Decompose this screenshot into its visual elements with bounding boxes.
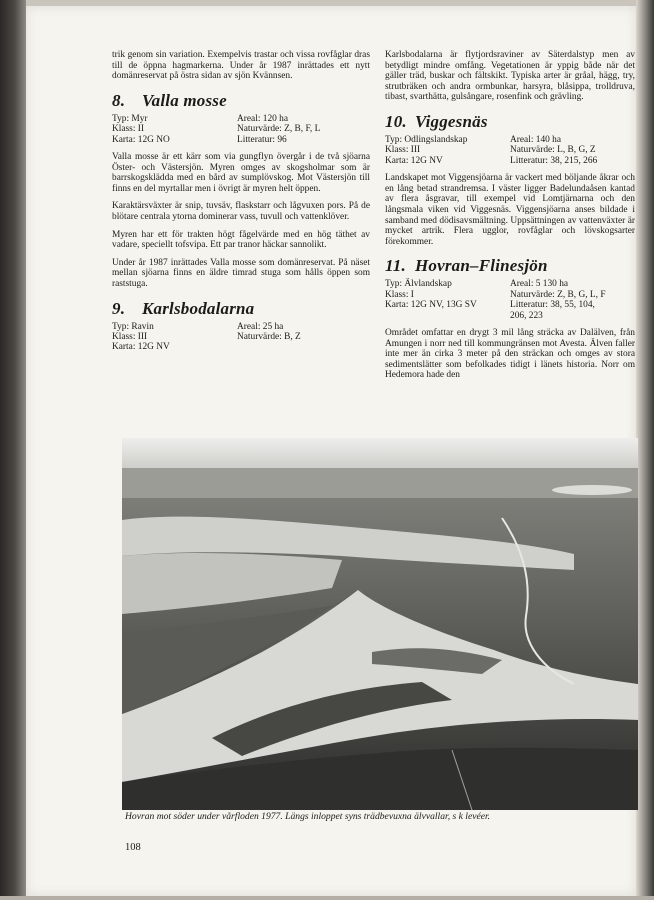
- fact-literature-continued: 206, 223: [510, 310, 543, 321]
- section-11-heading: [385, 256, 635, 275]
- fact-map: Karta: 12G NV, 13G SV: [385, 300, 477, 311]
- fact-nature-value: Naturvärde: Z, B, F, L: [237, 124, 321, 135]
- page-edge: [636, 0, 654, 900]
- fact-area: Areal: 25 ha: [237, 321, 284, 332]
- fact-nature-value: Naturvärde: L, B, G, Z: [510, 145, 596, 156]
- section-8-paragraph: Valla mosse är ett kärr som via gungflyn övergår i de två sjöarna Öster- och Västersjön. Myren omges av skogsholmar som är barrskogsklädda med en bård av sumplövskog. Mot Västersjön till finns en del myrtallar men i övrigt är myren helt öppen.: [112, 152, 370, 194]
- left-column: [112, 50, 370, 360]
- right-column: [385, 50, 635, 388]
- fact-map: Karta: 12G NV: [112, 342, 170, 353]
- section-10-facts: [385, 135, 635, 166]
- fact-area: Areal: 120 ha: [237, 113, 289, 124]
- section-8-number: 8.: [112, 90, 126, 110]
- fact-literature: Litteratur: 96: [237, 134, 287, 145]
- section-11-facts: [385, 279, 635, 321]
- aerial-flood-photo: [122, 438, 638, 810]
- section-10-number: 10.: [385, 111, 407, 131]
- fact-map: Karta: 12G NV: [385, 155, 443, 166]
- fact-empty: [237, 342, 370, 352]
- page-bottom-edge: [0, 896, 654, 900]
- section-9-facts: [112, 322, 370, 353]
- section-10-heading: [385, 112, 635, 131]
- section-8-paragraph: Myren har ett för trakten högt fågelvärde med en hög täthet av vadare, speciellt tofsvipa. Ett par tranor häckar sannolikt.: [112, 229, 370, 251]
- section-9-title: Karlsbodalarna: [142, 298, 255, 318]
- section-8-heading: [112, 91, 370, 110]
- fact-type: Typ: Älvlandskap: [385, 279, 452, 290]
- section-11-title: Hovran–Flinesjön: [415, 256, 548, 276]
- fact-nature-value: Naturvärde: B, Z: [237, 331, 301, 342]
- fact-area: Areal: 140 ha: [510, 134, 562, 145]
- intro-paragraph-right: Karlsbodalarna är flytjordsraviner av Säterdalstyp men av betydligt mindre omfång. Vegetationen är yppig både när det gäller träd, buskar och fältskikt. Typiska arter är gråal, hägg, try, strutbräken och andra ormbunkar, harsyra, blåsippa, trolldruva, tibast, svarthätta, gulsångare, rosenfink och grävling.: [385, 50, 635, 103]
- section-9-number: 9.: [112, 298, 126, 318]
- section-8-paragraph: Karaktärsväxter är snip, tuvsäv, flaskstarr och lågvuxen pors. På de blötare centrala ytorna dominerar vass, tuvull och vattenklöver.: [112, 201, 370, 222]
- section-11-paragraph: Området omfattar en drygt 3 mil lång sträcka av Dalälven, från Amungen i norr ned till kommungränsen mot Avesta. Älven faller inte mer än cirka 3 meter på den sträckan och omges av stora sedimentslätter som befolkades tidigt i länets historia. Norr om Hedemora hade den: [385, 327, 635, 381]
- fact-area: Areal: 5 130 ha: [510, 279, 569, 290]
- fact-nature-value: Naturvärde: Z, B, G, L, F: [510, 289, 606, 300]
- section-10-paragraph: Landskapet mot Viggensjöarna är vackert med böljande åkrar och en lång betad strandremsa. I väster ligger Badelundaåsen kantad av flera åsgravar, till exempel vid Lomtjärnarna och den långsmala viken vid Viggesnäs. Viggensjöarna anses bildade i samband med dödisavsmältning. Uppsättningen av vattenväxter är mycket artrik. Flera ugglor, rovfåglar och lövskogsarter förekommer.: [385, 173, 635, 247]
- fact-literature: Litteratur: 38, 215, 266: [510, 155, 598, 166]
- fact-class: Klass: III: [385, 145, 421, 156]
- fact-class: Klass: II: [112, 124, 145, 135]
- fact-literature: Litteratur: 38, 55, 104,: [510, 300, 595, 311]
- section-10-title: Viggesnäs: [415, 111, 488, 131]
- fact-empty: [385, 311, 510, 321]
- page-number: 108: [125, 842, 141, 853]
- intro-paragraph-left: trik genom sin variation. Exempelvis trastar och vissa rovfåglar dras till de öppna hagmarkerna. Under år 1987 inrättades ett nytt domänreservat på östra sidan av sjön Kvännsen.: [112, 50, 370, 82]
- section-8-facts: [112, 114, 370, 145]
- fact-type: Typ: Myr: [112, 113, 148, 124]
- fact-map: Karta: 12G NO: [112, 134, 170, 145]
- section-8-title: Valla mosse: [142, 90, 227, 110]
- book-spine: [0, 0, 26, 900]
- fact-type: Typ: Ravin: [112, 321, 154, 332]
- fact-class: Klass: I: [385, 289, 414, 300]
- fact-type: Typ: Odlingslandskap: [385, 134, 468, 145]
- section-9-heading: [112, 299, 370, 318]
- section-8-paragraph: Under år 1987 inrättades Valla mosse som domänreservat. På näset mellan sjöarna finns en äldre timrad stuga som hålls öppen som raststuga.: [112, 257, 370, 289]
- section-11-number: 11.: [385, 256, 406, 276]
- fact-class: Klass: III: [112, 331, 148, 342]
- photo-caption: Hovran mot söder under vårfloden 1977. Längs inloppet syns trädbevuxna älvvallar, s k levéer.: [125, 811, 491, 822]
